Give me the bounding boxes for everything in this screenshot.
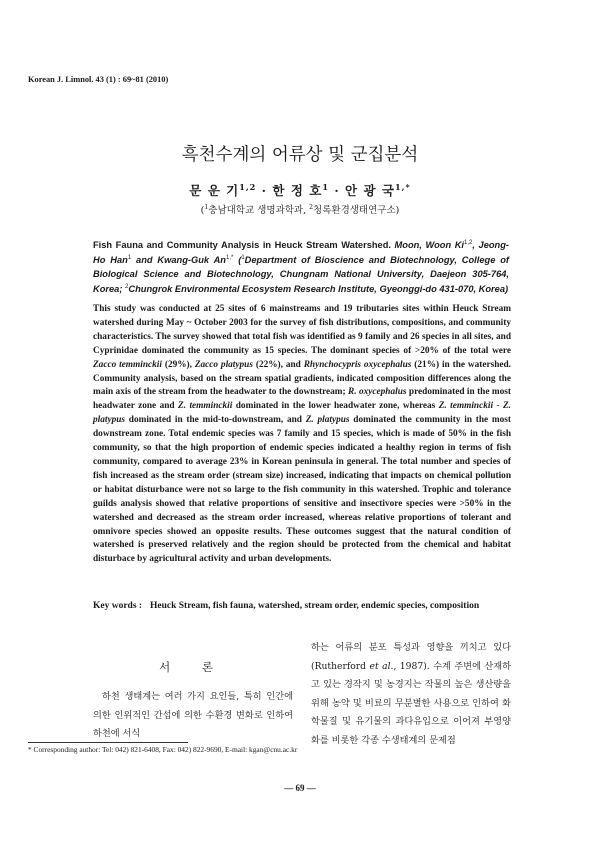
affiliation-korean — [0, 202, 600, 216]
abstract — [93, 303, 511, 567]
author-sup: 1 — [322, 181, 329, 192]
english-affiliation: ( — [233, 254, 242, 265]
species-name: Rhynchocypris oxycephalus — [303, 359, 412, 370]
abstract-text: (21%) in the watershed. Community analysis, based on the stream spatial gradients, indicated composition differences along the main axis of the stream from the headwater to the downstream; — [93, 359, 511, 398]
abstract-text: (29%), — [161, 359, 195, 370]
species-name: Zacco temminckii — [93, 359, 162, 370]
abstract-text: dominated in the lower headwater zone, whereas — [232, 401, 439, 412]
english-title-block — [93, 238, 509, 296]
author-name: 한 정 호 — [272, 183, 323, 198]
species-name: Zacco platypus — [194, 359, 253, 370]
abstract-text: dominated the community in the most downstream zone. Total endemic species was 7 family and 15 species, which is made of 50% in the fish community, so that the high proportion of endemic species indicated a healthy region in terms of fish community, compared to average 23% in Korean peninsula in general. The total number and species of fish increased as the stream order (stream size) increased, indicating that impacts on chemical pollution or habitat disturbance were not so large to the fish community in this watershed. Trophic and tolerance guilds analysis showed that relative proportions of sensitive and insectivore species were >50% in the watershed and decreased as the stream order increased, whereas relative proportions of tolerant and omnivore species showed an opposite results. These outcomes suggest that the natural condition of watershed is preserved relatively and the region should be protected from the chemical and habitat disturbace by agricultural activity and urban developments. — [93, 415, 512, 565]
body-italic: et al. — [369, 660, 394, 672]
author-separator: · — [256, 183, 273, 198]
aff-sup: 2 — [125, 283, 129, 290]
abstract-text: (22%), and — [252, 359, 304, 370]
author-separator: · — [328, 183, 346, 198]
body-text: , 1987). 수계 주변에 산재하고 있는 경작지 및 농경지는 작물의 높은 생산량을 위해 농약 및 비료의 무분별한 사용으로 인하여 화학물질 및 유기물의 과다유입으로 이어져 부영양화를 비롯한 각종 수생태계의 문제점 — [311, 660, 512, 746]
aff-paren: ( — [200, 205, 205, 216]
english-authors: and Kwang-Guk An — [131, 254, 226, 265]
footnote-corresponding-author: * Corresponding author: Tel: 042) 821-6408, Fax: 042) 822-9690, E-mail: kgan@cnu.ac.kr — [28, 745, 298, 754]
english-affiliation: Department of Bioscience and Biotechnology, College of Biological Science and Biotechnology, Chungnam National University, Daejeon 305-764, Korea; — [93, 254, 509, 294]
keywords-label: Key words : — [93, 601, 143, 611]
section-heading-introduction: 서 론 — [159, 660, 227, 674]
english-authors: Moon, Woon Ki — [391, 240, 464, 250]
body-text: 하는 어류의 분포 특성과 영향을 끼치고 있다(Rutherford — [311, 642, 511, 672]
author-sup: 1,* — [225, 254, 234, 261]
aff-sup: 2 — [309, 203, 314, 211]
author-sup: 1 — [127, 254, 132, 261]
journal-citation: Korean J. Limnol. 43 (1) : 69~81 (2010) — [28, 75, 169, 84]
keywords — [93, 599, 511, 614]
abstract-text: This study was conducted at 25 sites of 6 mainstreams and 19 tributaries sites within Heuck Stream watershed during May ~ October 2003 for the survey of fish distributions, compositions, and community characteristics. The survey showed that total fish was identified as 9 family and 26 species in all sites, and Cyprinidae dominated the community as 15 species. The dominant species of >20% of the total were — [93, 304, 511, 356]
keywords-text: Heuck Stream, fish fauna, watershed, stream order, endemic species, composition — [150, 601, 480, 611]
aff-sup: 1 — [204, 203, 209, 211]
body-text-right-column — [311, 639, 511, 751]
species-name: Z. platypus — [305, 415, 350, 426]
aff-text: 청록환경생태연구소) — [313, 205, 400, 216]
aff-text: 충남대학교 생명과학과, — [208, 205, 310, 216]
footnote-divider — [28, 742, 188, 743]
aff-sup: 1 — [241, 254, 245, 261]
article-title-korean: 흑천수계의 어류상 및 군집분석 — [181, 145, 419, 165]
body-paragraph: 하천 생태계는 여러 가지 요인들, 특히 인간에 의한 인위적인 간섭에 의한 수환경 변화로 인하여 하천에 서식 — [93, 691, 293, 740]
authors-korean — [0, 181, 600, 199]
author-name: 문 운 기 — [189, 183, 240, 198]
species-name: Z. temminckii — [178, 401, 233, 412]
author-name: 안 광 국 — [345, 183, 395, 198]
english-affiliation: Chungrok Environmental Ecosystem Research Institute, Gyeonggi-do 431-070, Korea) — [128, 283, 509, 294]
species-name: R. oxycephalus — [348, 387, 407, 398]
author-sup: 1,2 — [464, 239, 473, 246]
author-sup: 1,* — [394, 181, 411, 192]
page-number: — 69 — — [284, 783, 316, 793]
species-name: Z. temminckii - Z. platypus — [93, 401, 511, 426]
english-authors: , Jeong-Ho Han — [93, 240, 510, 265]
abstract-text: predominated in the most headwater zone and — [93, 387, 511, 412]
english-title: Fish Fauna and Community Analysis in Heuck Stream Watershed. — [93, 240, 391, 250]
author-sup: 1,2 — [239, 181, 257, 192]
abstract-text: dominated in the mid-to-downstream, and — [125, 415, 306, 426]
body-text-left-column — [93, 688, 293, 744]
